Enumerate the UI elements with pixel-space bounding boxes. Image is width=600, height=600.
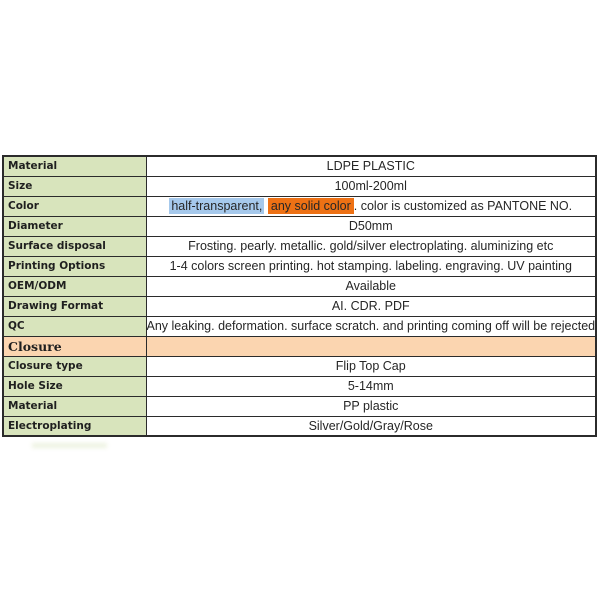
row-label-size: Size	[3, 176, 146, 196]
row-label-hole-size: Hole Size	[3, 376, 146, 396]
row-label-cap-material: Material	[3, 396, 146, 416]
row-value-closure-type: Flip Top Cap	[146, 356, 596, 376]
row-value-oem-odm: Available	[146, 276, 596, 296]
row-value-printing-options: 1-4 colors screen printing. hot stamping. labeling. engraving. UV painting	[146, 256, 596, 276]
row-label-oem-odm: OEM/ODM	[3, 276, 146, 296]
section-label-closure: Closure	[3, 336, 146, 356]
table-row-oem-odm	[3, 276, 596, 296]
row-value-material: LDPE PLASTIC	[146, 156, 596, 176]
table-row-surface-disposal	[3, 236, 596, 256]
table-row-color	[3, 196, 596, 216]
row-label-electroplating: Electroplating	[3, 416, 146, 436]
row-value-drawing-format: AI. CDR. PDF	[146, 296, 596, 316]
row-value-surface-disposal: Frosting. pearly. metallic. gold/silver electroplating. aluminizing etc	[146, 236, 596, 256]
spec-table	[2, 155, 597, 437]
table-section-row-closure	[3, 336, 596, 356]
table-row-printing-options	[3, 256, 596, 276]
row-label-qc: QC	[3, 316, 146, 336]
row-value-qc: Any leaking. deformation. surface scratch. and printing coming off will be rejected	[146, 316, 596, 336]
row-label-color: Color	[3, 196, 146, 216]
row-value-size: 100ml-200ml	[146, 176, 596, 196]
table-row-cap-material	[3, 396, 596, 416]
row-value-diameter: D50mm	[146, 216, 596, 236]
table-row-closure-type	[3, 356, 596, 376]
row-label-drawing-format: Drawing Format	[3, 296, 146, 316]
row-value-cap-material: PP plastic	[146, 396, 596, 416]
table-row-electroplating	[3, 416, 596, 436]
table-row-qc	[3, 316, 596, 336]
row-value-hole-size: 5-14mm	[146, 376, 596, 396]
row-value-color	[146, 196, 596, 216]
row-value-electroplating: Silver/Gold/Gray/Rose	[146, 416, 596, 436]
row-label-closure-type: Closure type	[3, 356, 146, 376]
table-row-drawing-format	[3, 296, 596, 316]
faint-artifact-smudge	[32, 443, 107, 448]
table-row-hole-size	[3, 376, 596, 396]
section-value-closure	[146, 336, 596, 356]
row-label-surface-disposal: Surface disposal	[3, 236, 146, 256]
table-row-material	[3, 156, 596, 176]
table-row-size	[3, 176, 596, 196]
table-row-diameter	[3, 216, 596, 236]
highlight-orange-text: any solid color	[268, 198, 354, 214]
highlight-blue-text: half-transparent,	[171, 199, 263, 213]
row-label-material: Material	[3, 156, 146, 176]
color-value-rest: . color is customized as PANTONE NO.	[353, 199, 573, 213]
row-label-diameter: Diameter	[3, 216, 146, 236]
row-label-printing-options: Printing Options	[3, 256, 146, 276]
